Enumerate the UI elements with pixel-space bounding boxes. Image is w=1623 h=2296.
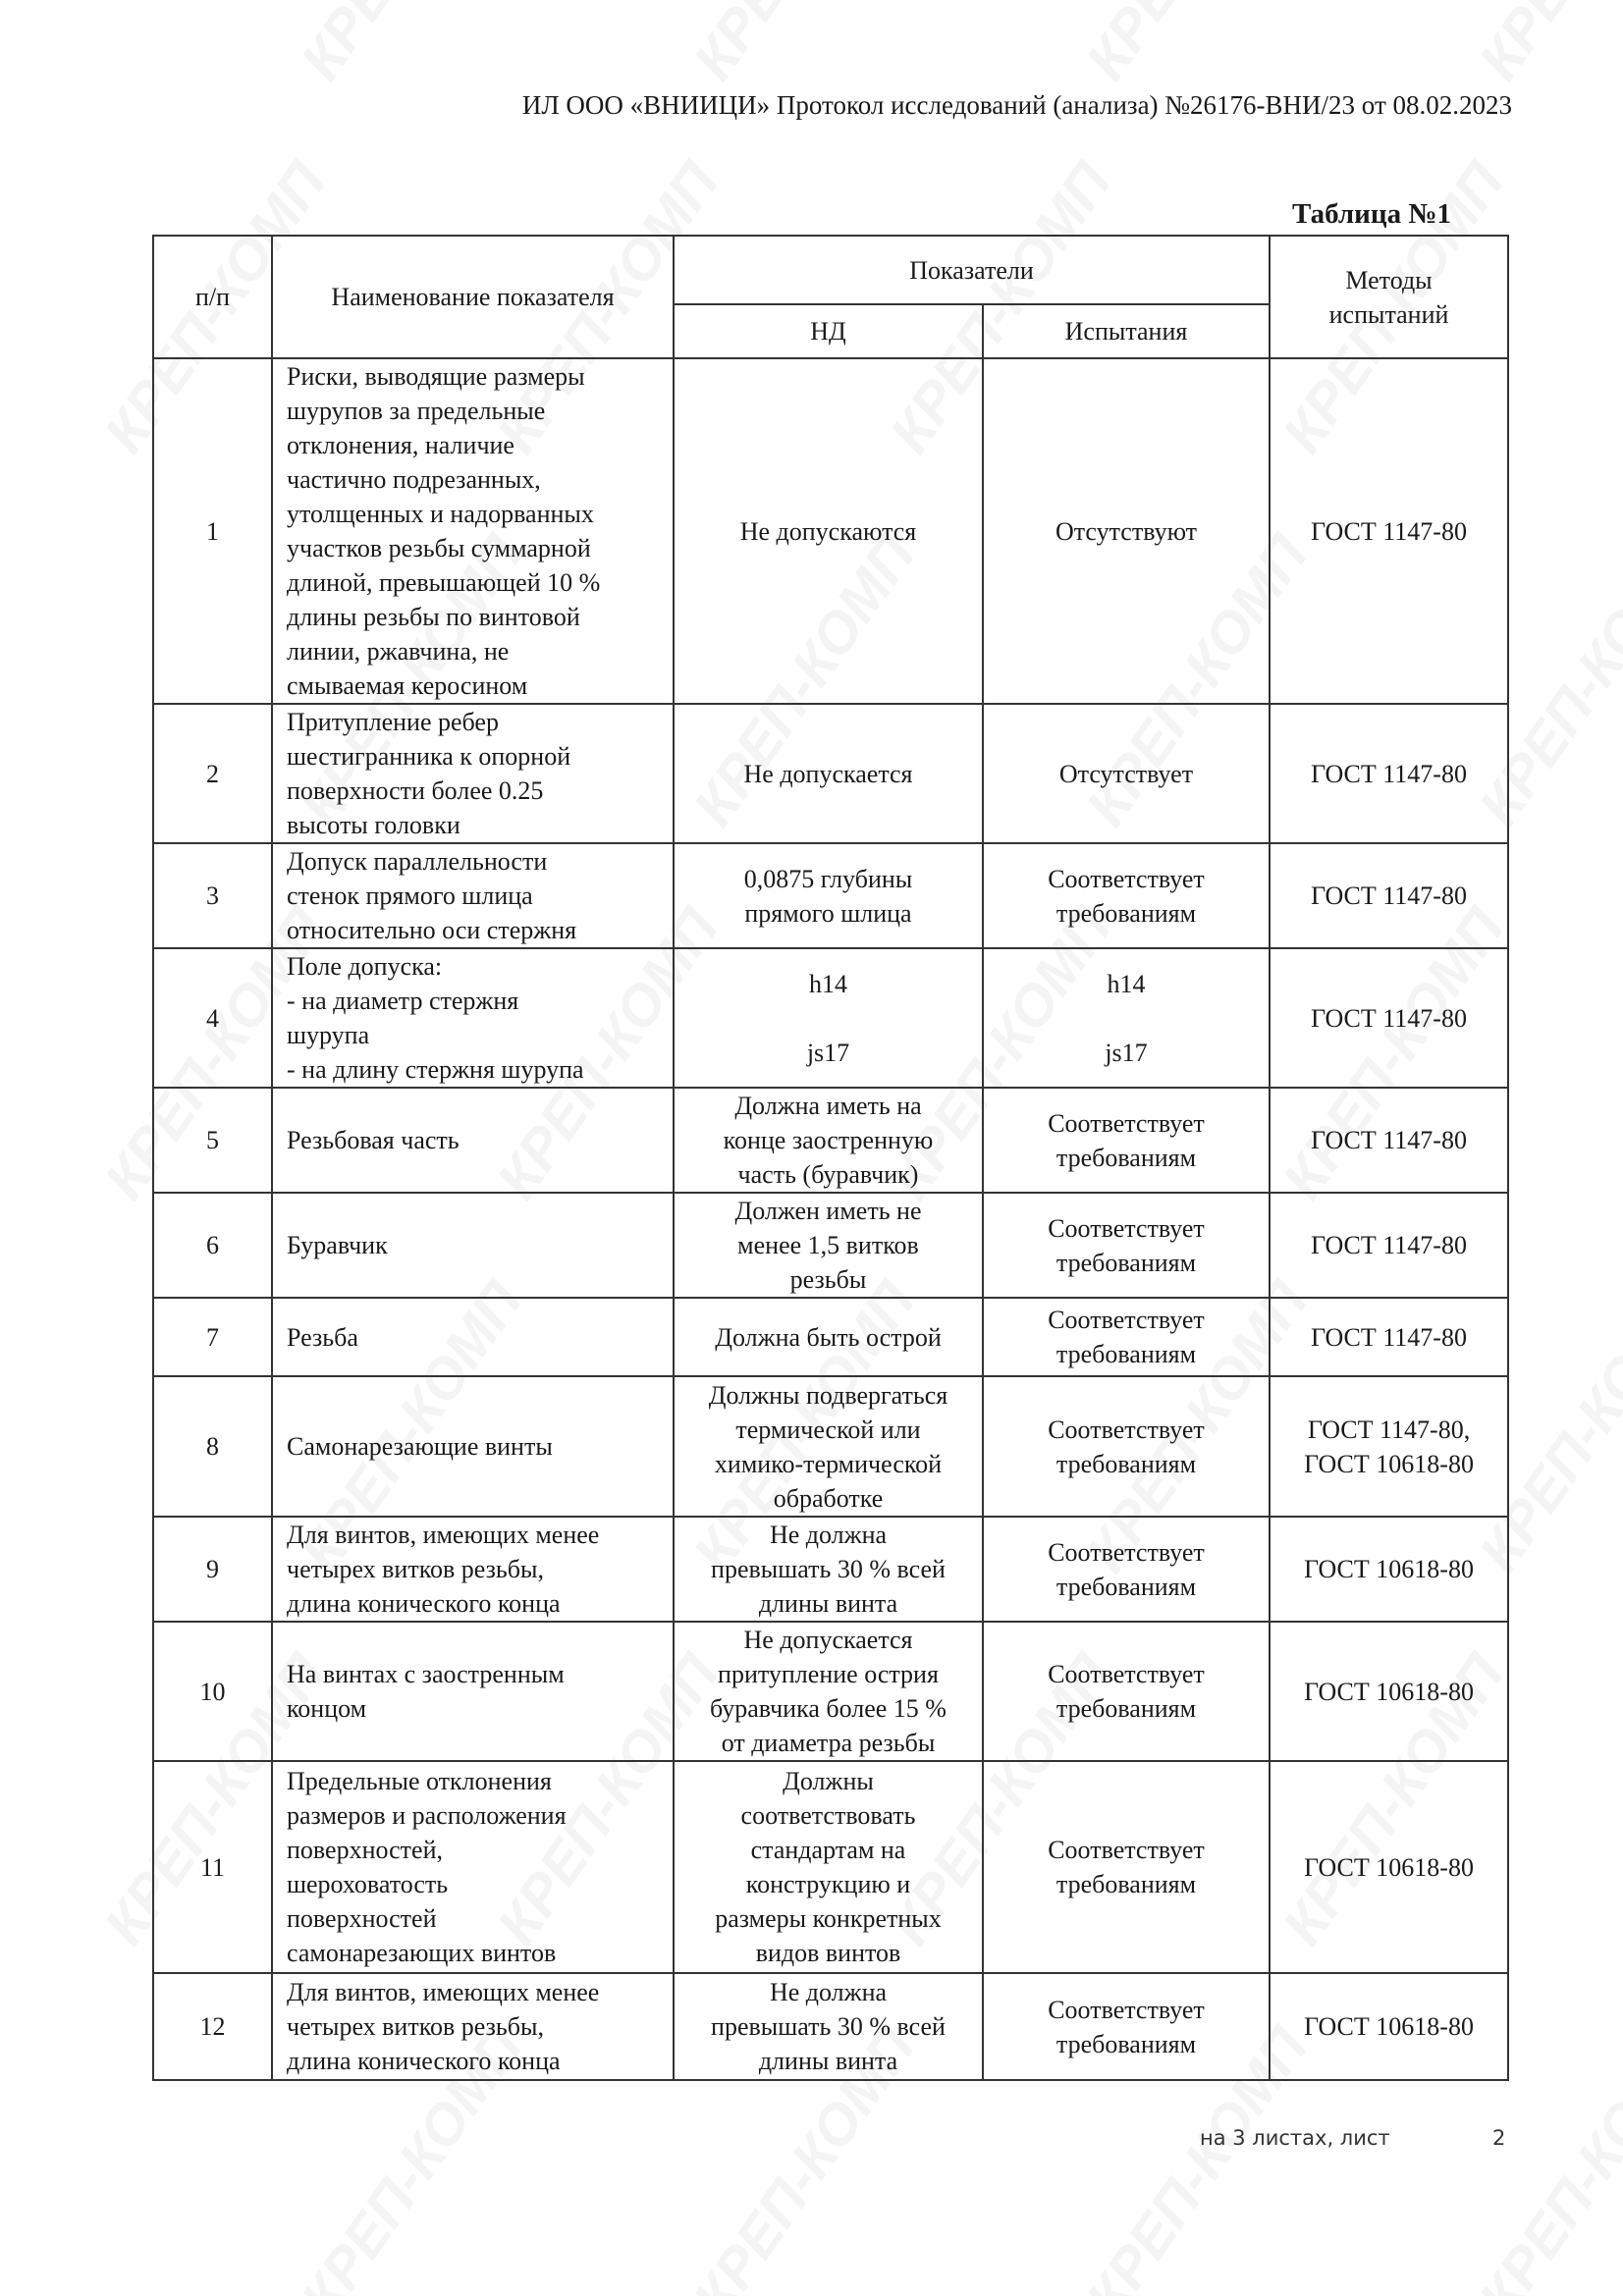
test-result: h14 js17	[983, 948, 1270, 1088]
col-num-header: п/п	[153, 236, 272, 358]
indicator-name: Буравчик	[272, 1193, 674, 1298]
col-indicators-header: Показатели	[674, 236, 1270, 304]
test-method: ГОСТ 1147-80	[1270, 948, 1508, 1088]
indicator-name: Поле допуска: - на диаметр стержня шурупа - на длину стержня шурупа	[272, 948, 674, 1088]
test-result: Отсутствует	[983, 704, 1270, 843]
row-number: 5	[153, 1088, 272, 1193]
test-method: ГОСТ 1147-80	[1270, 358, 1508, 704]
results-table	[152, 235, 1509, 2081]
col-test-header: Испытания	[983, 304, 1270, 358]
table-row	[153, 1088, 1508, 1193]
nd-requirement: Должен иметь не менее 1,5 витков резьбы	[674, 1193, 983, 1298]
row-number: 1	[153, 358, 272, 704]
nd-requirement: Не допускается притупление острия буравчика более 15 % от диаметра резьбы	[674, 1622, 983, 1761]
watermark-text	[1073, 0, 1321, 92]
row-number: 2	[153, 704, 272, 843]
nd-requirement: Не должна превышать 30 % всей длины винта	[674, 1973, 983, 2080]
footer-page-number: 2	[1492, 2126, 1506, 2150]
row-number: 4	[153, 948, 272, 1088]
nd-requirement: Не допускается	[674, 704, 983, 843]
row-number: 10	[153, 1622, 272, 1761]
document-header: ИЛ ООО «ВНИИЦИ» Протокол исследований (анализа) №26176-ВНИ/23 от 08.02.2023	[521, 90, 1512, 120]
col-nd-header: НД	[674, 304, 983, 358]
table-row	[153, 1622, 1508, 1761]
table-row	[153, 358, 1508, 704]
table-row	[153, 1376, 1508, 1517]
test-method: ГОСТ 1147-80	[1270, 843, 1508, 948]
nd-requirement: Должны соответствовать стандартам на конструкцию и размеры конкретных видов винтов	[674, 1761, 983, 1973]
table-row	[153, 948, 1508, 1088]
table-row	[153, 1973, 1508, 2080]
table-row	[153, 1193, 1508, 1298]
row-number: 12	[153, 1973, 272, 2080]
watermark-text	[1466, 0, 1623, 92]
nd-requirement: h14 js17	[674, 948, 983, 1088]
nd-requirement: Не должна превышать 30 % всей длины винта	[674, 1517, 983, 1622]
table-row	[153, 843, 1508, 948]
nd-requirement: Не допускаются	[674, 358, 983, 704]
watermark-text	[288, 0, 535, 92]
test-method: ГОСТ 10618-80	[1270, 1517, 1508, 1622]
indicator-name: Для винтов, имеющих менее четырех витков резьбы, длина конического конца	[272, 1517, 674, 1622]
test-result: Соответствует требованиям	[983, 1761, 1270, 1973]
row-number: 7	[153, 1298, 272, 1376]
test-method: ГОСТ 10618-80	[1270, 1973, 1508, 2080]
indicator-name: Резьба	[272, 1298, 674, 1376]
test-result: Отсутствуют	[983, 358, 1270, 704]
test-method: ГОСТ 10618-80	[1270, 1622, 1508, 1761]
indicator-name: Самонарезающие винты	[272, 1376, 674, 1517]
nd-requirement: Должна иметь на конце заостренную часть (буравчик)	[674, 1088, 983, 1193]
indicator-name: Для винтов, имеющих менее четырех витков резьбы, длина конического конца	[272, 1973, 674, 2080]
test-result: Соответствует требованиям	[983, 1088, 1270, 1193]
nd-requirement: 0,0875 глубины прямого шлица	[674, 843, 983, 948]
nd-requirement: Должна быть острой	[674, 1298, 983, 1376]
table-row	[153, 1761, 1508, 1973]
watermark-text	[0, 0, 143, 92]
col-methods-header: Методы испытаний	[1270, 236, 1508, 358]
row-number: 11	[153, 1761, 272, 1973]
test-method: ГОСТ 1147-80	[1270, 1298, 1508, 1376]
table-row	[153, 1517, 1508, 1622]
row-number: 9	[153, 1517, 272, 1622]
indicator-name: Резьбовая часть	[272, 1088, 674, 1193]
test-result: Соответствует требованиям	[983, 1193, 1270, 1298]
indicator-name: Притупление ребер шестигранника к опорной поверхности более 0.25 высоты головки	[272, 704, 674, 843]
indicator-name: Предельные отклонения размеров и расположения поверхностей, шероховатость поверхностей самонарезающих винтов	[272, 1761, 674, 1973]
test-method: ГОСТ 1147-80	[1270, 1088, 1508, 1193]
test-result: Соответствует требованиям	[983, 843, 1270, 948]
table-row	[153, 704, 1508, 843]
test-result: Соответствует требованиям	[983, 1622, 1270, 1761]
indicator-name: На винтах с заостренным концом	[272, 1622, 674, 1761]
row-number: 3	[153, 843, 272, 948]
test-method: ГОСТ 1147-80, ГОСТ 10618-80	[1270, 1376, 1508, 1517]
col-name-header: Наименование показателя	[272, 236, 674, 358]
test-result: Соответствует требованиям	[983, 1517, 1270, 1622]
table-title: Таблица №1	[1292, 198, 1451, 230]
test-result: Соответствует требованиям	[983, 1376, 1270, 1517]
table-row	[153, 1298, 1508, 1376]
row-number: 8	[153, 1376, 272, 1517]
test-method: ГОСТ 1147-80	[1270, 704, 1508, 843]
test-result: Соответствует требованиям	[983, 1973, 1270, 2080]
nd-requirement: Должны подвергаться термической или химико-термической обработке	[674, 1376, 983, 1517]
test-method: ГОСТ 1147-80	[1270, 1193, 1508, 1298]
indicator-name: Допуск параллельности стенок прямого шлица относительно оси стержня	[272, 843, 674, 948]
indicator-name: Риски, выводящие размеры шурупов за предельные отклонения, наличие частично подрезанных, утолщенных и надорванных участков резьбы суммарной длиной, превышающей 10 % длины резьбы по винтовой линии, ржавчина, не смываемая керосином	[272, 358, 674, 704]
row-number: 6	[153, 1193, 272, 1298]
footer-sheets: на 3 листах, лист	[1200, 2126, 1390, 2150]
watermark-text	[680, 0, 928, 92]
test-result: Соответствует требованиям	[983, 1298, 1270, 1376]
test-method: ГОСТ 10618-80	[1270, 1761, 1508, 1973]
